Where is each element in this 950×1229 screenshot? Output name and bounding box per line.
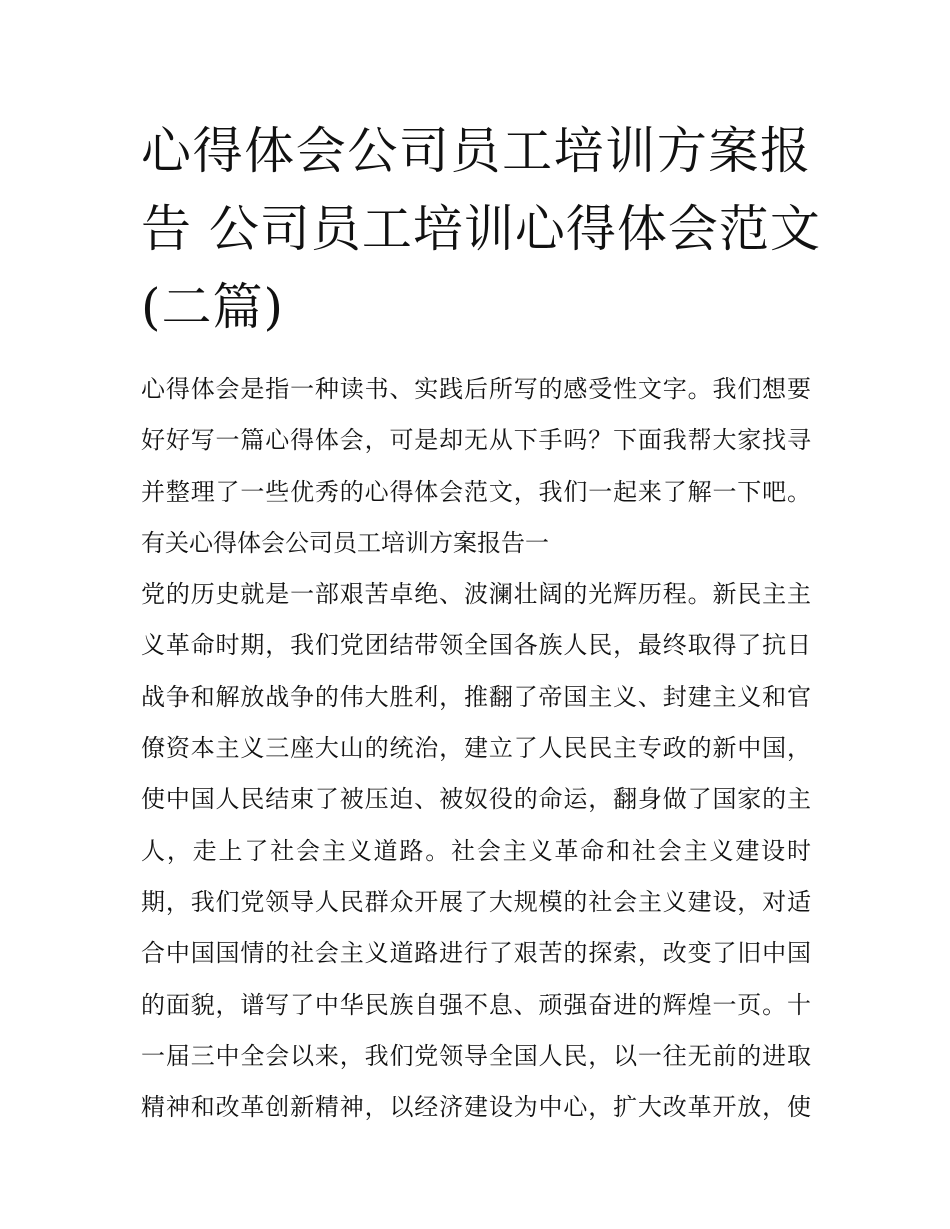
title-line: 心得体会公司员工培训方案报 xyxy=(141,122,811,180)
body-line: 人，走上了社会主义道路。社会主义革命和社会主义建设时 xyxy=(141,836,811,865)
title-line: 告 公司员工培训心得体会范文 xyxy=(141,200,821,258)
intro-line: 并整理了一些优秀的心得体会范文，我们一起来了解一下吧。 xyxy=(141,477,811,506)
body-line: 期，我们党领导人民群众开展了大规模的社会主义建设，对适 xyxy=(141,887,811,916)
body-line: 义革命时期，我们党团结带领全国各族人民，最终取得了抗日 xyxy=(141,631,811,660)
body-line: 战争和解放战争的伟大胜利，推翻了帝国主义、封建主义和官 xyxy=(141,682,811,711)
intro-line: 心得体会是指一种读书、实践后所写的感受性文字。我们想要 xyxy=(141,375,811,403)
body-line: 党的历史就是一部艰苦卓绝、波澜壮阔的光辉历程。新民主主 xyxy=(141,580,811,609)
intro-line: 好好写一篇心得体会，可是却无从下手吗？下面我帮大家找寻 xyxy=(141,426,811,455)
body-line: 使中国人民结束了被压迫、被奴役的命运，翻身做了国家的主 xyxy=(141,785,811,814)
document-page xyxy=(141,112,821,1133)
body-line: 合中国国情的社会主义道路进行了艰苦的探索，改变了旧中国 xyxy=(141,939,811,968)
title-line: (二篇) xyxy=(141,278,285,336)
body-line: 一届三中全会以来，我们党领导全国人民，以一往无前的进取 xyxy=(141,1041,811,1070)
document-body xyxy=(141,364,811,1133)
section-heading: 有关心得体会公司员工培训方案报告一 xyxy=(141,528,549,557)
document-title xyxy=(141,112,821,346)
body-line: 僚资本主义三座大山的统治，建立了人民民主专政的新中国， xyxy=(141,734,811,763)
body-line: 的面貌，谱写了中华民族自强不息、顽强奋进的辉煌一页。十 xyxy=(141,990,811,1019)
body-line: 精神和改革创新精神，以经济建设为中心，扩大改革开放，使 xyxy=(141,1093,811,1122)
